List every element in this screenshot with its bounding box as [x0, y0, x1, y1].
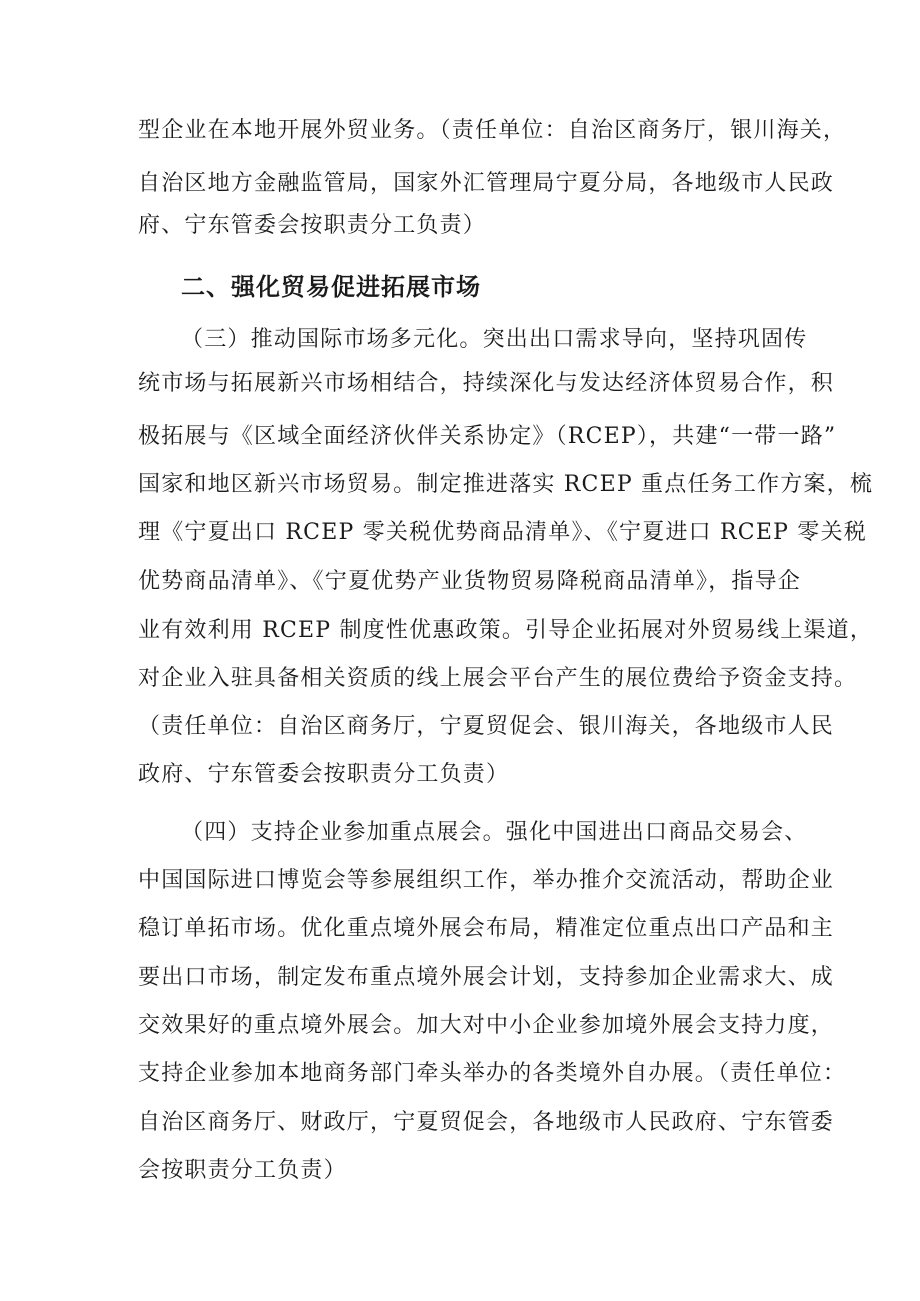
section-heading: 二、强化贸易促进拓展市场: [181, 273, 481, 301]
paragraph-3-line-7: 业有效利用 RCEP 制度性优惠政策。引导企业拓展对外贸易线上渠道，: [138, 618, 874, 643]
paragraph-3-line-3: 极拓展与《区域全面经济伙伴关系协定》（RCEP），共建“一带一路”: [138, 424, 837, 449]
paragraph-3-line-5: 理《宁夏出口 RCEP 零关税优势商品清单》、《宁夏进口 RCEP 零关税: [138, 520, 867, 545]
paragraph-3-line-8: 对企业入驻具备相关资质的线上展会平台产生的展位费给予资金支持。: [138, 666, 858, 691]
paragraph-3-line-10: 政府、宁东管委会按职责分工负责）: [138, 762, 510, 787]
paragraph-intro-line-1: 型企业在本地开展外贸业务。（责任单位：自治区商务厅，银川海关，: [138, 118, 847, 143]
paragraph-3-line-9: （责任单位：自治区商务厅，宁夏贸促会、银川海关，各地级市人民: [138, 714, 835, 739]
paragraph-4-line-4: 要出口市场，制定发布重点境外展会计划，支持参加企业需求大、成: [138, 965, 835, 990]
paragraph-3-line-6: 优势商品清单》、《宁夏优势产业货物贸易降税商品清单》，指导企: [138, 569, 802, 594]
paragraph-4-line-8: 会按职责分工负责）: [138, 1158, 347, 1183]
paragraph-intro-line-2: 自治区地方金融监管局，国家外汇管理局宁夏分局，各地级市人民政: [138, 171, 835, 196]
paragraph-intro-line-3: 府、宁东管委会按职责分工负责）: [138, 213, 487, 238]
paragraph-3-line-4: 国家和地区新兴市场贸易。制定推进落实 RCEP 重点任务工作方案，梳: [138, 472, 874, 497]
paragraph-3-line-1: （三）推动国际市场多元化。突出出口需求导向，坚持巩固传: [181, 327, 808, 352]
paragraph-4-line-3: 稳订单拓市场。优化重点境外展会布局，精准定位重点出口产品和主: [138, 916, 835, 941]
paragraph-4-line-7: 自治区商务厅、财政厅，宁夏贸促会，各地级市人民政府、宁东管委: [138, 1110, 835, 1135]
paragraph-4-line-6: 支持企业参加本地商务部门牵头举办的各类境外自办展。（责任单位：: [138, 1061, 847, 1086]
paragraph-3-line-2: 统市场与拓展新兴市场相结合，持续深化与发达经济体贸易合作，积: [138, 371, 835, 396]
paragraph-4-line-5: 交效果好的重点境外展会。加大对中小企业参加境外展会支持力度，: [138, 1013, 835, 1038]
paragraph-4-line-2: 中国国际进口博览会等参展组织工作，举办推介交流活动，帮助企业: [138, 868, 835, 893]
paragraph-4-line-1: （四）支持企业参加重点展会。强化中国进出口商品交易会、: [181, 820, 808, 845]
